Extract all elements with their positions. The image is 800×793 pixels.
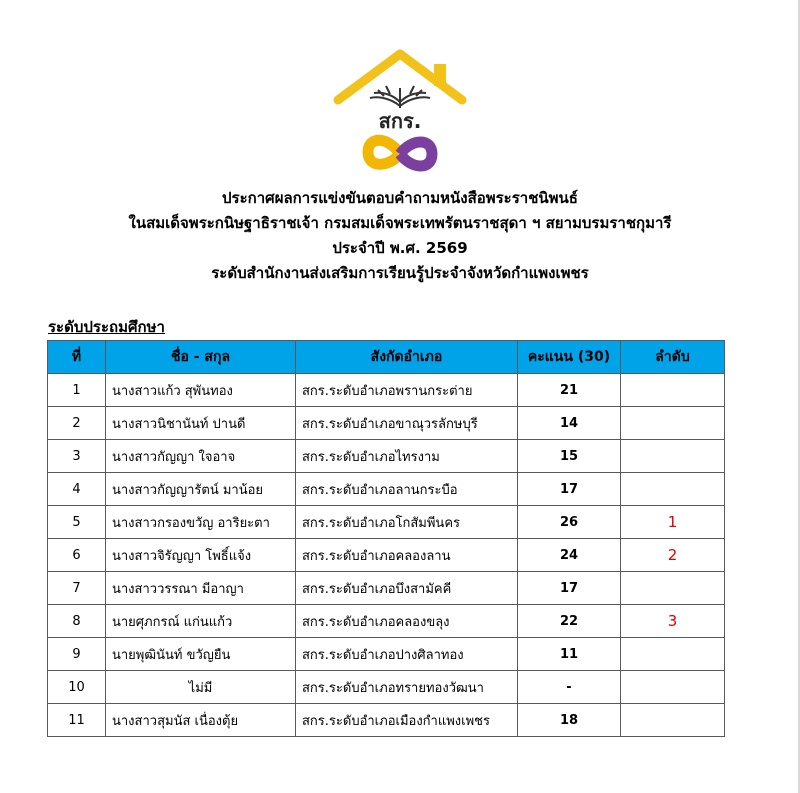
cell-no: 3 [48, 440, 106, 473]
cell-no: 1 [48, 374, 106, 407]
cell-no: 5 [48, 506, 106, 539]
cell-rank [621, 671, 725, 704]
heading-line-2: ในสมเด็จพระกนิษฐาธิราชเจ้า กรมสมเด็จพระเทพรัตนราชสุดา ฯ สยามบรมราชกุมารี [128, 214, 672, 232]
cell-district: สกร.ระดับอำเภอปางศิลาทอง [296, 638, 518, 671]
col-header-district: สังกัดอำเภอ [296, 341, 518, 374]
col-header-score: คะแนน (30) [518, 341, 621, 374]
heading-line-1: ประกาศผลการแข่งขันตอบคำถามหนังสือพระราชนิพนธ์ [222, 189, 578, 207]
cell-rank [621, 473, 725, 506]
table-row [48, 440, 725, 473]
col-header-no: ที่ [48, 341, 106, 374]
cell-name: นางสาววรรณา มีอาญา [106, 572, 296, 605]
cell-score: 14 [518, 407, 621, 440]
logo-text: สกร. [378, 109, 422, 133]
cell-score: 18 [518, 704, 621, 737]
heading-line-3: ประจำปี พ.ศ. 2569 [332, 239, 468, 257]
cell-score: 15 [518, 440, 621, 473]
cell-score: 17 [518, 473, 621, 506]
cell-district: สกร.ระดับอำเภอโกสัมพีนคร [296, 506, 518, 539]
cell-name: นางสาวนิชานันท์ ปานดี [106, 407, 296, 440]
cell-district: สกร.ระดับอำเภอไทรงาม [296, 440, 518, 473]
cell-score: 11 [518, 638, 621, 671]
cell-score: 17 [518, 572, 621, 605]
cell-rank: 3 [621, 605, 725, 638]
cell-score: 24 [518, 539, 621, 572]
cell-district: สกร.ระดับอำเภอคลองลาน [296, 539, 518, 572]
cell-score: - [518, 671, 621, 704]
skr-logo [330, 48, 470, 178]
cell-district: สกร.ระดับอำเภอบึงสามัคคี [296, 572, 518, 605]
cell-district: สกร.ระดับอำเภอทรายทองวัฒนา [296, 671, 518, 704]
cell-district: สกร.ระดับอำเภอพรานกระต่าย [296, 374, 518, 407]
table-row [48, 638, 725, 671]
announcement-heading [0, 186, 800, 286]
cell-no: 11 [48, 704, 106, 737]
cell-name: นางสาวสุมนัส เนื่องตุ้ย [106, 704, 296, 737]
col-header-rank: ลำดับ [621, 341, 725, 374]
cell-district: สกร.ระดับอำเภอเมืองกำแพงเพชร [296, 704, 518, 737]
cell-rank [621, 704, 725, 737]
cell-district: สกร.ระดับอำเภอลานกระบือ [296, 473, 518, 506]
cell-rank [621, 572, 725, 605]
col-header-name: ชื่อ - สกุล [106, 341, 296, 374]
cell-name: นางสาวแก้ว สุพันทอง [106, 374, 296, 407]
cell-no: 10 [48, 671, 106, 704]
cell-name: นายพุฒินันท์ ขวัญยืน [106, 638, 296, 671]
table-row [48, 704, 725, 737]
table-row [48, 374, 725, 407]
cell-name: นางสาวกรองขวัญ อาริยะตา [106, 506, 296, 539]
table-row [48, 671, 725, 704]
table-row [48, 605, 725, 638]
table-row [48, 473, 725, 506]
cell-district: สกร.ระดับอำเภอคลองขลุง [296, 605, 518, 638]
cell-score: 22 [518, 605, 621, 638]
table-row [48, 407, 725, 440]
cell-no: 6 [48, 539, 106, 572]
cell-no: 9 [48, 638, 106, 671]
cell-score: 26 [518, 506, 621, 539]
cell-district: สกร.ระดับอำเภอขาณุวรลักษบุรี [296, 407, 518, 440]
cell-name: นางสาวจิรัญญา โพธิ์แจ้ง [106, 539, 296, 572]
heading-line-4: ระดับสำนักงานส่งเสริมการเรียนรู้ประจำจังหวัดกำแพงเพชร [211, 264, 589, 282]
section-title: ระดับประถมศึกษา [48, 318, 165, 336]
cell-no: 2 [48, 407, 106, 440]
cell-name: นายศุภกรณ์ แก่นแก้ว [106, 605, 296, 638]
cell-no: 8 [48, 605, 106, 638]
cell-rank [621, 638, 725, 671]
results-table [47, 340, 725, 737]
cell-no: 4 [48, 473, 106, 506]
cell-no: 7 [48, 572, 106, 605]
table-row [48, 506, 725, 539]
cell-rank [621, 440, 725, 473]
cell-rank: 2 [621, 539, 725, 572]
cell-score: 21 [518, 374, 621, 407]
cell-name: นางสาวกัญญา ใจอาจ [106, 440, 296, 473]
table-row [48, 539, 725, 572]
cell-name: ไม่มี [106, 671, 296, 704]
cell-name: นางสาวกัญญารัตน์ มาน้อย [106, 473, 296, 506]
cell-rank [621, 374, 725, 407]
cell-rank [621, 407, 725, 440]
table-header-row [48, 341, 725, 374]
table-row [48, 572, 725, 605]
cell-rank: 1 [621, 506, 725, 539]
